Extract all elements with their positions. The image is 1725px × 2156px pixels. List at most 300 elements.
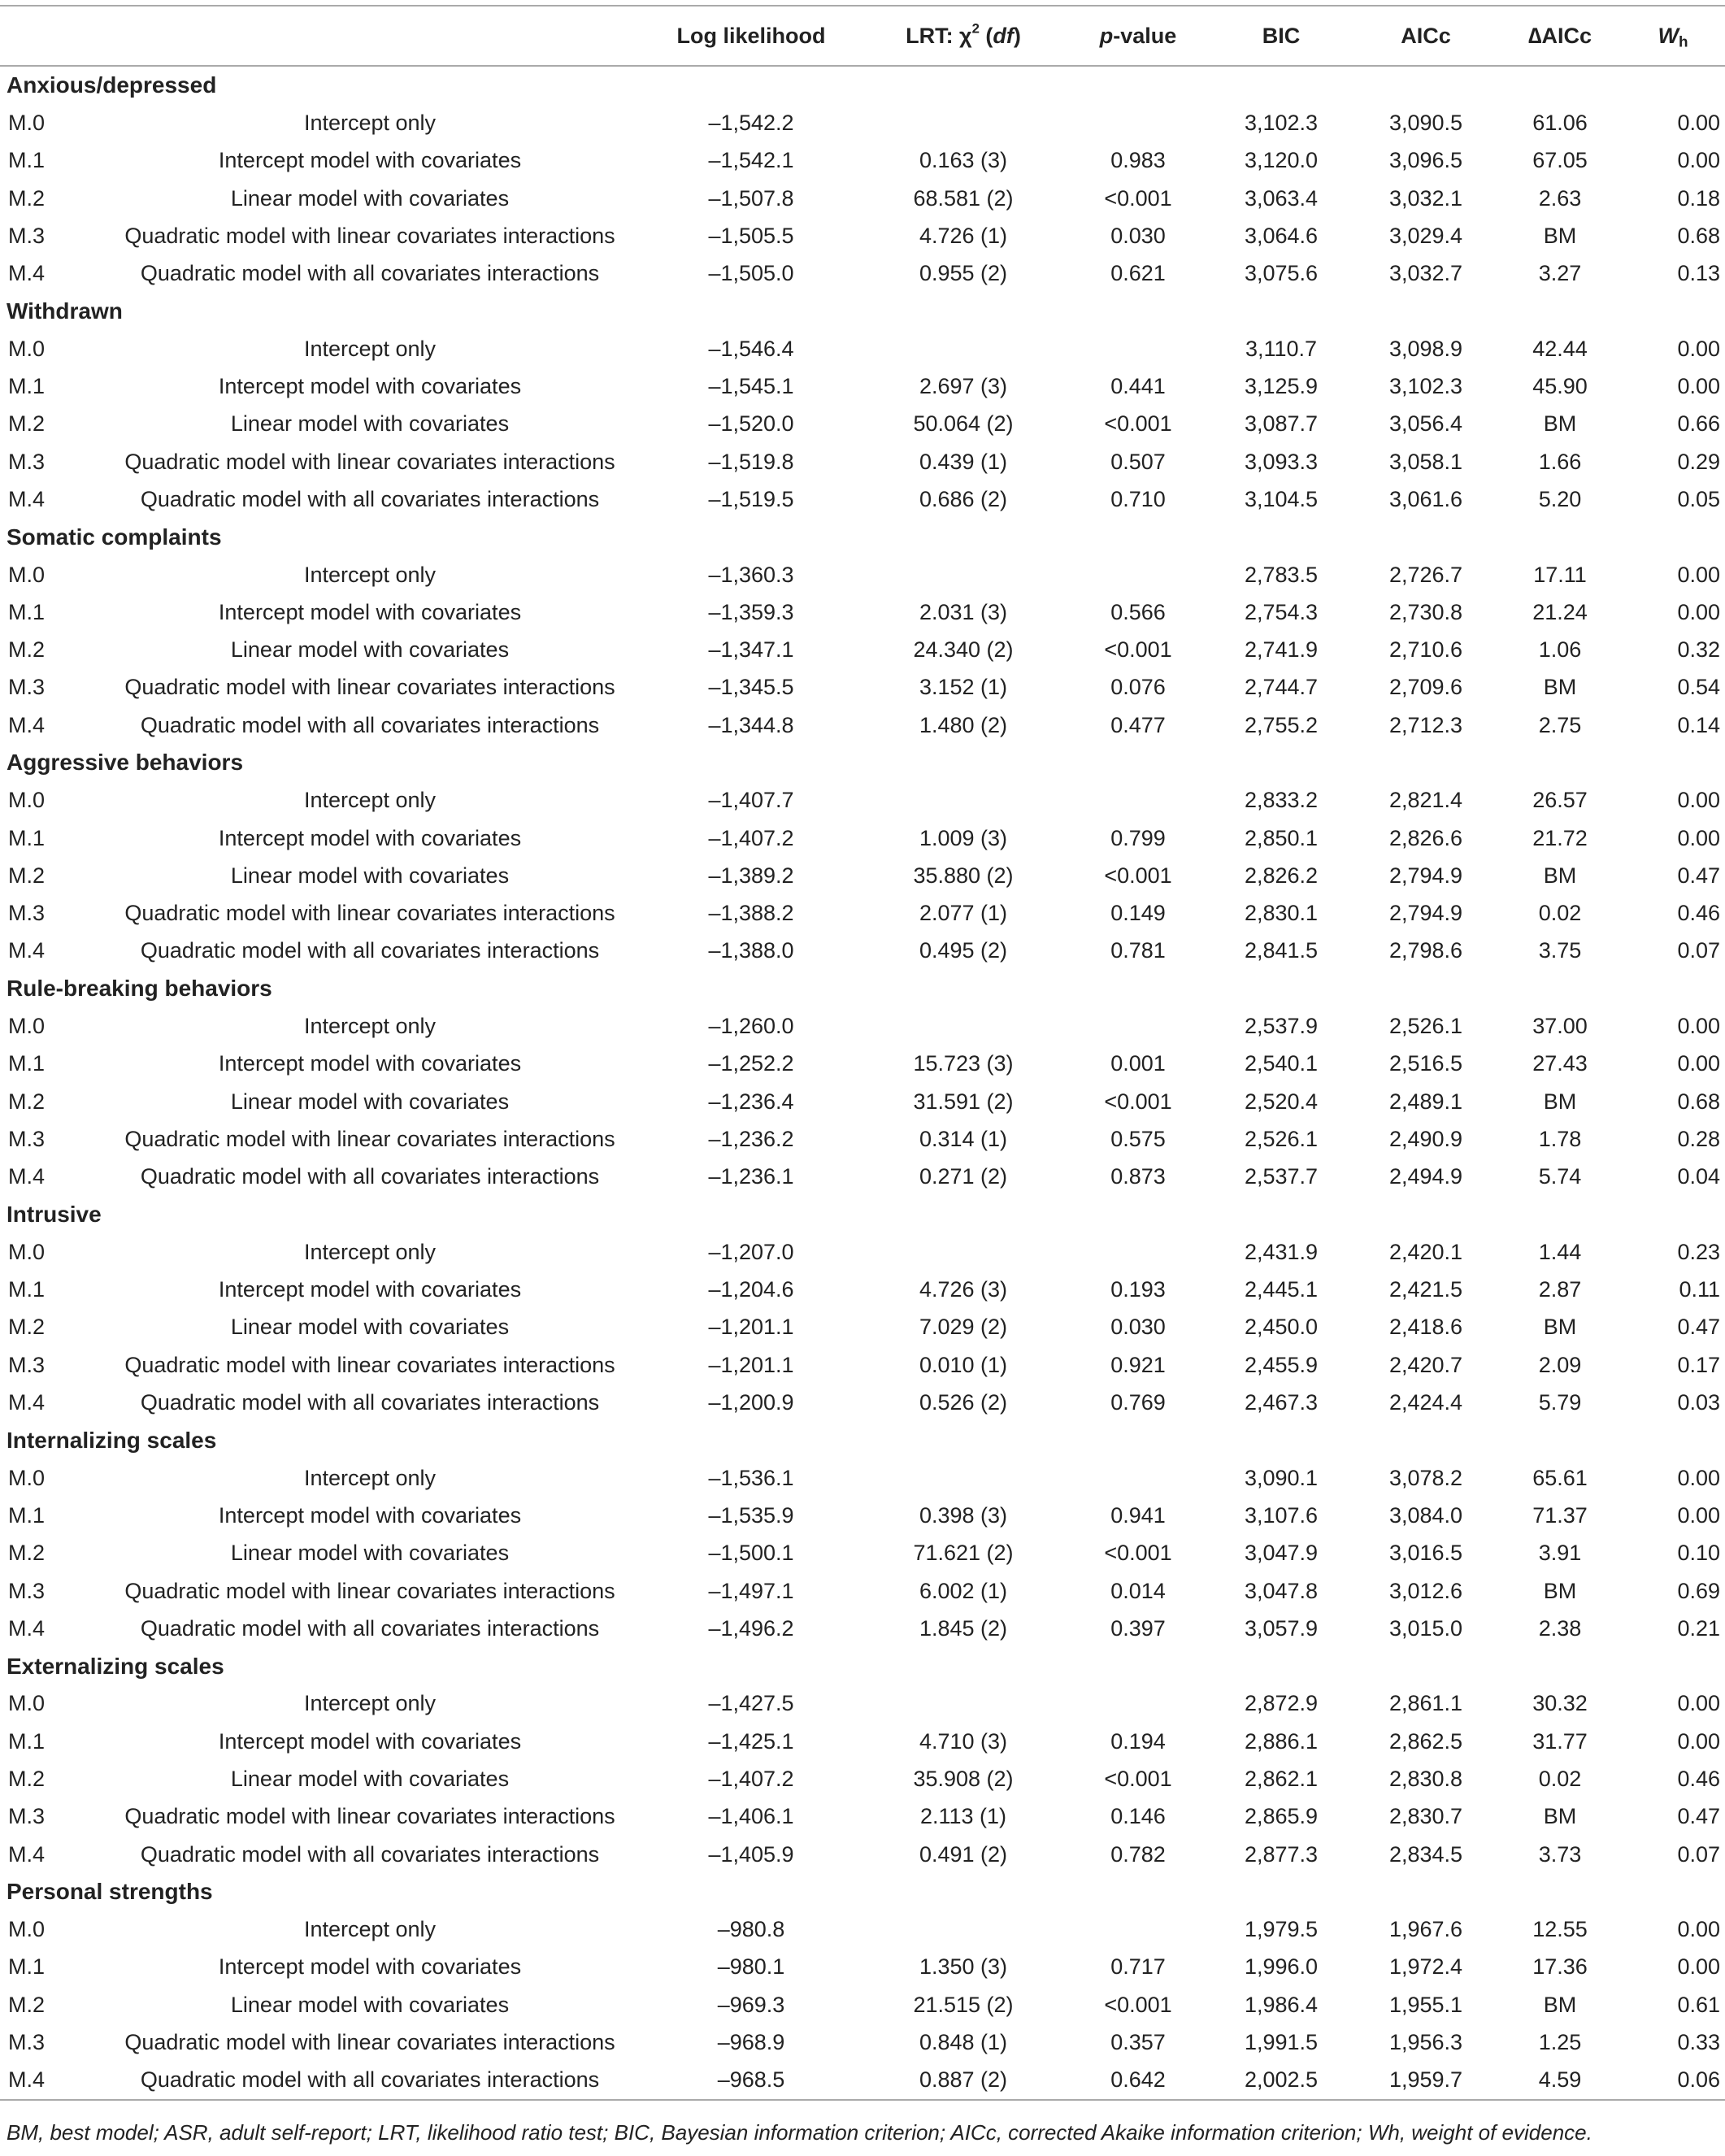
bic-value: 2,450.0 — [1244, 1315, 1319, 1340]
model-description: Intercept model with covariates — [218, 1277, 522, 1302]
model-id: M.4 — [8, 938, 46, 963]
weight-value: 0.00 — [1677, 1014, 1720, 1039]
p-value: 0.781 — [1110, 938, 1166, 963]
delta-aicc-value: 67.05 — [1532, 148, 1588, 173]
p-value: 0.873 — [1110, 1164, 1166, 1189]
aicc-value: 2,834.5 — [1388, 1841, 1463, 1867]
lrt-value: 2.113 (1) — [919, 1804, 1007, 1829]
table-row — [0, 1610, 1725, 1647]
lrt-value: 0.163 (3) — [919, 148, 1008, 173]
p-value: 0.983 — [1110, 148, 1166, 173]
delta-aicc-value: 27.43 — [1532, 1051, 1588, 1076]
model-id: M.3 — [8, 1126, 46, 1151]
weight-value: 0.68 — [1677, 223, 1720, 248]
table-row — [0, 593, 1725, 631]
weight-value: 0.69 — [1677, 1578, 1720, 1603]
model-description: Intercept only — [303, 1917, 437, 1942]
model-description: Intercept only — [303, 1691, 437, 1716]
header-description — [98, 6, 642, 66]
bic-value: 2,865.9 — [1244, 1804, 1319, 1829]
log-likelihood: –1,388.0 — [708, 938, 794, 963]
p-value: <0.001 — [1104, 1089, 1172, 1114]
aicc-value: 2,821.4 — [1388, 788, 1463, 813]
aicc-value: 3,084.0 — [1388, 1502, 1463, 1528]
table-row — [0, 142, 1725, 180]
aicc-value: 2,712.3 — [1388, 712, 1463, 737]
model-id: M.4 — [8, 1390, 46, 1415]
weight-value: 0.00 — [1677, 788, 1720, 813]
log-likelihood: –1,236.4 — [708, 1089, 794, 1114]
p-value — [1067, 556, 1210, 593]
delta-aicc-value: 26.57 — [1532, 788, 1588, 813]
p-value: 0.477 — [1110, 712, 1166, 737]
delta-aicc-value: 3.27 — [1538, 261, 1582, 286]
lrt-value — [860, 1233, 1067, 1271]
delta-aicc-value: 3.75 — [1538, 938, 1582, 963]
weight-value: 0.00 — [1677, 374, 1720, 399]
weight-value: 0.46 — [1677, 1767, 1720, 1791]
section-title: Internalizing scales — [7, 1427, 217, 1453]
weight-value: 0.00 — [1677, 825, 1720, 850]
table-row — [0, 1309, 1725, 1346]
delta-aicc-value: 65.61 — [1532, 1465, 1588, 1490]
model-description: Quadratic model with all covariates interactions — [98, 2062, 642, 2100]
model-comparison-table — [0, 5, 1725, 2101]
model-id: M.0 — [8, 110, 46, 135]
table-row — [0, 1535, 1725, 1572]
p-value: 0.193 — [1110, 1277, 1166, 1302]
table-row — [0, 706, 1725, 744]
lrt-value: 1.350 (3) — [919, 1954, 1008, 1980]
model-id: M.0 — [8, 1691, 46, 1716]
delta-aicc-value: 17.36 — [1532, 1954, 1588, 1980]
weight-value: 0.07 — [1677, 938, 1720, 963]
p-value: 0.782 — [1110, 1841, 1166, 1867]
table-row — [0, 443, 1725, 480]
model-description: Intercept model with covariates — [218, 148, 522, 173]
aicc-value: 1,959.7 — [1353, 2062, 1499, 2100]
bic-value: 1,991.5 — [1244, 2030, 1319, 2055]
log-likelihood: –1,200.9 — [708, 1390, 794, 1415]
model-description: Intercept model with covariates — [218, 1954, 522, 1980]
delta-aicc-value: 1.66 — [1538, 449, 1582, 474]
model-id: M.3 — [8, 449, 46, 474]
aicc-value: 3,032.1 — [1388, 185, 1463, 211]
bic-value: 3,087.7 — [1244, 411, 1319, 437]
p-value — [1067, 1685, 1210, 1723]
section-header-row — [0, 1196, 1725, 1233]
log-likelihood: –1,427.5 — [708, 1691, 794, 1716]
log-likelihood: –1,201.1 — [708, 1352, 794, 1377]
model-description: Intercept model with covariates — [218, 374, 522, 399]
header-aicc: AICc — [1353, 6, 1499, 66]
model-id: M.1 — [8, 148, 46, 173]
delta-aicc-value: 1.06 — [1538, 637, 1582, 663]
model-description: Linear model with covariates — [230, 1315, 510, 1340]
section-header-row — [0, 519, 1725, 556]
lrt-value: 24.340 (2) — [913, 637, 1014, 663]
aicc-value: 1,956.3 — [1388, 2030, 1463, 2055]
aicc-value: 3,016.5 — [1388, 1541, 1463, 1566]
delta-aicc-value: 12.55 — [1532, 1917, 1588, 1942]
table-row — [0, 217, 1725, 254]
table-row — [0, 406, 1725, 443]
header-p-value: p-value — [1067, 6, 1210, 66]
lrt-value: 0.526 (2) — [919, 1390, 1008, 1415]
lrt-value: 0.887 (2) — [860, 2062, 1067, 2100]
model-id: M.2 — [8, 185, 46, 211]
lrt-value: 71.621 (2) — [913, 1541, 1014, 1566]
aicc-value: 2,424.4 — [1388, 1390, 1463, 1415]
bic-value: 3,057.9 — [1244, 1615, 1319, 1641]
bic-value: 3,047.9 — [1244, 1541, 1319, 1566]
section-header-row — [0, 1873, 1725, 1910]
log-likelihood: –1,505.0 — [708, 261, 794, 286]
log-likelihood: –1,407.7 — [708, 788, 794, 813]
section-header-row — [0, 744, 1725, 781]
table-row — [0, 1836, 1725, 1873]
log-likelihood: –1,535.9 — [708, 1502, 794, 1528]
table-row — [0, 1723, 1725, 1760]
delta-aicc-value: 30.32 — [1532, 1691, 1588, 1716]
delta-aicc-value: 3.91 — [1538, 1541, 1582, 1566]
lrt-value: 0.314 (1) — [919, 1126, 1008, 1151]
model-id: M.4 — [8, 486, 46, 511]
log-likelihood: –1,519.5 — [708, 486, 794, 511]
log-likelihood: –1,389.2 — [708, 863, 794, 888]
bic-value: 2,841.5 — [1244, 938, 1319, 963]
model-id: M.4 — [8, 261, 46, 286]
model-description: Quadratic model with all covariates interactions — [140, 1164, 600, 1189]
bic-value: 2,431.9 — [1244, 1239, 1319, 1264]
weight-value: 0.07 — [1677, 1841, 1720, 1867]
table-row — [0, 857, 1725, 894]
table-row — [0, 2062, 1725, 2100]
p-value: 0.030 — [1110, 1315, 1166, 1340]
weight-value: 0.00 — [1677, 1728, 1720, 1754]
table-row — [0, 1798, 1725, 1836]
table-row — [0, 1007, 1725, 1045]
lrt-value — [860, 1911, 1067, 1949]
lrt-value: 1.845 (2) — [919, 1615, 1008, 1641]
model-description: Linear model with covariates — [230, 1089, 510, 1114]
p-value: 0.642 — [1067, 2062, 1210, 2100]
weight-value: 0.47 — [1677, 1804, 1720, 1829]
table-row — [0, 631, 1725, 668]
bic-value: 2,754.3 — [1244, 599, 1319, 624]
lrt-value: 0.439 (1) — [919, 449, 1008, 474]
p-value — [1067, 330, 1210, 367]
p-value: 0.357 — [1110, 2030, 1166, 2055]
weight-value: 0.68 — [1677, 1089, 1720, 1114]
model-description: Intercept only — [303, 788, 437, 813]
header-log-likelihood: Log likelihood — [642, 6, 860, 66]
weight-value: 0.66 — [1677, 411, 1720, 437]
weight-value: 0.33 — [1677, 2030, 1720, 2055]
model-description: Intercept only — [303, 1014, 437, 1039]
table-row — [0, 1384, 1725, 1421]
model-description: Quadratic model with all covariates interactions — [140, 938, 600, 963]
bic-value: 3,093.3 — [1244, 449, 1319, 474]
section-header-row — [0, 66, 1725, 104]
model-id: M.0 — [8, 1014, 46, 1039]
header-model-id — [0, 6, 98, 66]
model-description: Quadratic model with linear covariates interactions — [124, 223, 615, 248]
p-value: 0.397 — [1110, 1615, 1166, 1641]
delta-aicc-value: 2.09 — [1538, 1352, 1582, 1377]
model-id: M.2 — [8, 863, 46, 888]
log-likelihood: –1,406.1 — [708, 1804, 794, 1829]
section-title: Rule-breaking behaviors — [7, 976, 272, 1002]
delta-aicc-value: 42.44 — [1532, 336, 1588, 361]
weight-value: 0.11 — [1679, 1277, 1720, 1302]
section-title: Somatic complaints — [7, 524, 222, 550]
lrt-value: 4.710 (3) — [919, 1728, 1008, 1754]
weight-value: 0.29 — [1677, 449, 1720, 474]
aicc-value: 1,972.4 — [1388, 1954, 1463, 1980]
log-likelihood: –1,545.1 — [708, 374, 794, 399]
log-likelihood: –1,388.2 — [708, 901, 794, 926]
bic-value: 2,833.2 — [1244, 788, 1319, 813]
lrt-value: 0.271 (2) — [919, 1164, 1008, 1189]
lrt-value: 2.077 (1) — [919, 901, 1008, 926]
p-value: 0.710 — [1110, 486, 1166, 511]
lrt-value: 4.726 (1) — [919, 223, 1008, 248]
delta-aicc-value: 45.90 — [1532, 374, 1588, 399]
p-value: 0.769 — [1110, 1390, 1166, 1415]
delta-aicc-value: 2.38 — [1538, 1615, 1582, 1641]
p-value: 0.146 — [1110, 1804, 1166, 1829]
weight-value: 0.00 — [1677, 1051, 1720, 1076]
section-title: Personal strengths — [7, 1879, 213, 1905]
delta-aicc-value: 1.44 — [1538, 1239, 1582, 1264]
p-value: 0.507 — [1110, 449, 1166, 474]
bic-value: 2,862.1 — [1244, 1767, 1319, 1791]
table-row — [0, 1271, 1725, 1309]
section-header-row — [0, 293, 1725, 330]
bic-value: 1,986.4 — [1244, 1992, 1319, 2017]
aicc-value: 1,955.1 — [1388, 1992, 1463, 2017]
lrt-value: 2.697 (3) — [919, 374, 1008, 399]
p-value: <0.001 — [1104, 1992, 1172, 2017]
bic-value: 2,467.3 — [1244, 1390, 1319, 1415]
lrt-value: 35.880 (2) — [913, 863, 1014, 888]
bic-value: 2,520.4 — [1244, 1089, 1319, 1114]
model-id: M.0 — [8, 562, 46, 587]
weight-value: 0.18 — [1677, 185, 1720, 211]
model-description: Intercept model with covariates — [218, 1502, 522, 1528]
model-id: M.1 — [8, 374, 46, 399]
aicc-value: 2,494.9 — [1388, 1164, 1463, 1189]
log-likelihood: –1,252.2 — [708, 1051, 794, 1076]
p-value: 0.941 — [1110, 1502, 1166, 1528]
bic-value: 3,125.9 — [1244, 374, 1319, 399]
p-value: 0.799 — [1110, 825, 1166, 850]
aicc-value: 2,418.6 — [1388, 1315, 1463, 1340]
model-description: Quadratic model with linear covariates interactions — [124, 2030, 615, 2055]
lrt-value — [860, 1685, 1067, 1723]
weight-value: 0.47 — [1677, 863, 1720, 888]
lrt-value: 0.491 (2) — [919, 1841, 1008, 1867]
log-likelihood: –1,345.5 — [708, 675, 794, 700]
p-value: 0.149 — [1110, 901, 1166, 926]
weight-value: 0.32 — [1677, 637, 1720, 663]
table-row — [0, 1233, 1725, 1271]
model-description: Intercept model with covariates — [218, 599, 522, 624]
model-id: M.0 — [8, 336, 46, 361]
model-description: Quadratic model with linear covariates interactions — [124, 1804, 615, 1829]
lrt-value: 6.002 (1) — [919, 1578, 1008, 1603]
aicc-value: 3,015.0 — [1388, 1615, 1463, 1641]
header-bic: BIC — [1210, 6, 1353, 66]
delta-aicc-value: 2.87 — [1538, 1277, 1582, 1302]
weight-value: 0.00 — [1677, 336, 1720, 361]
section-title: Externalizing scales — [7, 1653, 224, 1679]
bic-value: 3,120.0 — [1244, 148, 1319, 173]
delta-aicc-value: 5.74 — [1538, 1164, 1582, 1189]
delta-aicc-value: BM — [1543, 1804, 1577, 1829]
header-weight: $W_h$ — [1621, 6, 1725, 66]
p-value: 0.566 — [1110, 599, 1166, 624]
aicc-value: 2,421.5 — [1388, 1277, 1463, 1302]
model-description: Intercept model with covariates — [218, 825, 522, 850]
model-description: Quadratic model with linear covariates interactions — [124, 901, 615, 926]
log-likelihood: –1,505.5 — [708, 223, 794, 248]
aicc-value: 2,798.6 — [1388, 938, 1463, 963]
lrt-value — [860, 1007, 1067, 1045]
bic-value: 3,075.6 — [1244, 261, 1319, 286]
weight-value: 0.47 — [1677, 1315, 1720, 1340]
model-id: M.1 — [8, 1277, 46, 1302]
model-description: Linear model with covariates — [230, 411, 510, 437]
p-value: 0.717 — [1110, 1954, 1166, 1980]
model-description: Linear model with covariates — [230, 185, 510, 211]
model-id: M.1 — [8, 1728, 46, 1754]
model-id: M.2 — [8, 1089, 46, 1114]
p-value: <0.001 — [1104, 411, 1172, 437]
log-likelihood: –1,207.0 — [708, 1239, 794, 1264]
p-value: 0.030 — [1110, 223, 1166, 248]
lrt-value: 31.591 (2) — [913, 1089, 1014, 1114]
weight-value: 0.03 — [1677, 1390, 1720, 1415]
log-likelihood: –1,405.9 — [708, 1841, 794, 1867]
aicc-value: 3,102.3 — [1388, 374, 1463, 399]
weight-value: 0.06 — [1621, 2062, 1725, 2100]
section-title: Withdrawn — [7, 298, 123, 324]
model-description: Linear model with covariates — [230, 1767, 510, 1791]
aicc-value: 2,794.9 — [1388, 901, 1463, 926]
lrt-value: 0.848 (1) — [919, 2030, 1008, 2055]
table-row — [0, 1911, 1725, 1949]
bic-value: 3,063.4 — [1244, 185, 1319, 211]
delta-aicc-value: 71.37 — [1532, 1502, 1588, 1528]
weight-value: 0.61 — [1677, 1992, 1720, 2017]
p-value: 0.014 — [1110, 1578, 1166, 1603]
model-id: M.1 — [8, 825, 46, 850]
p-value: <0.001 — [1104, 637, 1172, 663]
model-id: M.3 — [8, 901, 46, 926]
delta-aicc-value: 31.77 — [1532, 1728, 1588, 1754]
lrt-value: 15.723 (3) — [913, 1051, 1014, 1076]
aicc-value: 2,490.9 — [1388, 1126, 1463, 1151]
header-lrt: LRT: $\chi^2$ (df) — [860, 6, 1067, 66]
table-body — [0, 66, 1725, 2100]
p-value: <0.001 — [1104, 185, 1172, 211]
delta-aicc-value: 21.72 — [1532, 825, 1588, 850]
model-id: M.3 — [8, 1578, 46, 1603]
model-description: Intercept only — [303, 562, 437, 587]
weight-value: 0.00 — [1677, 1465, 1720, 1490]
aicc-value: 2,420.1 — [1388, 1239, 1463, 1264]
log-likelihood: –1,519.8 — [708, 449, 794, 474]
model-id: M.3 — [8, 675, 46, 700]
p-value: <0.001 — [1104, 863, 1172, 888]
log-likelihood: –1,359.3 — [708, 599, 794, 624]
p-value: 0.921 — [1110, 1352, 1166, 1377]
lrt-value: 50.064 (2) — [913, 411, 1014, 437]
weight-value: 0.04 — [1677, 1164, 1720, 1189]
model-id: M.4 — [8, 712, 46, 737]
lrt-value: 0.495 (2) — [919, 938, 1008, 963]
log-likelihood: –1,204.6 — [708, 1277, 794, 1302]
weight-value: 0.28 — [1677, 1126, 1720, 1151]
model-id: M.1 — [8, 1954, 46, 1980]
bic-value: 2,526.1 — [1244, 1126, 1319, 1151]
bic-value: 2,886.1 — [1244, 1728, 1319, 1754]
bic-value: 2,741.9 — [1244, 637, 1319, 663]
p-value — [1067, 1007, 1210, 1045]
section-title: Intrusive — [7, 1202, 102, 1228]
p-value: <0.001 — [1104, 1541, 1172, 1566]
model-id: M.0 — [8, 1917, 46, 1942]
lrt-value: 0.955 (2) — [919, 261, 1008, 286]
aicc-value: 3,090.5 — [1388, 110, 1463, 135]
model-id: M.2 — [8, 1541, 46, 1566]
lrt-value — [860, 330, 1067, 367]
bic-value: 2,537.9 — [1244, 1014, 1319, 1039]
model-id: M.4 — [8, 1841, 46, 1867]
aicc-value: 3,098.9 — [1388, 336, 1463, 361]
delta-aicc-value: BM — [1543, 223, 1577, 248]
delta-aicc-value: BM — [1543, 863, 1577, 888]
weight-value: 0.13 — [1677, 261, 1720, 286]
table-row — [0, 1158, 1725, 1196]
model-description: Quadratic model with linear covariates interactions — [124, 449, 615, 474]
model-id: M.4 — [8, 1615, 46, 1641]
table-row — [0, 180, 1725, 217]
model-description: Quadratic model with linear covariates interactions — [124, 1352, 615, 1377]
log-likelihood: –1,425.1 — [708, 1728, 794, 1754]
p-value: 0.194 — [1110, 1728, 1166, 1754]
delta-aicc-value: 0.02 — [1538, 901, 1582, 926]
model-id: M.2 — [8, 1767, 46, 1791]
delta-aicc-value: BM — [1543, 1992, 1577, 2017]
log-likelihood: –1,507.8 — [708, 185, 794, 211]
lrt-value: 0.398 (3) — [919, 1502, 1008, 1528]
p-value — [1067, 104, 1210, 141]
lrt-value: 35.908 (2) — [913, 1767, 1014, 1791]
lrt-value — [860, 104, 1067, 141]
table-header — [0, 6, 1725, 66]
weight-value: 0.00 — [1677, 599, 1720, 624]
log-likelihood: –980.1 — [717, 1954, 785, 1980]
lrt-value: 1.480 (2) — [919, 712, 1008, 737]
model-description: Linear model with covariates — [230, 1992, 510, 2017]
model-description: Intercept model with covariates — [218, 1728, 522, 1754]
model-id: M.3 — [8, 2030, 46, 2055]
log-likelihood: –1,344.8 — [708, 712, 794, 737]
p-value: 0.441 — [1110, 374, 1166, 399]
